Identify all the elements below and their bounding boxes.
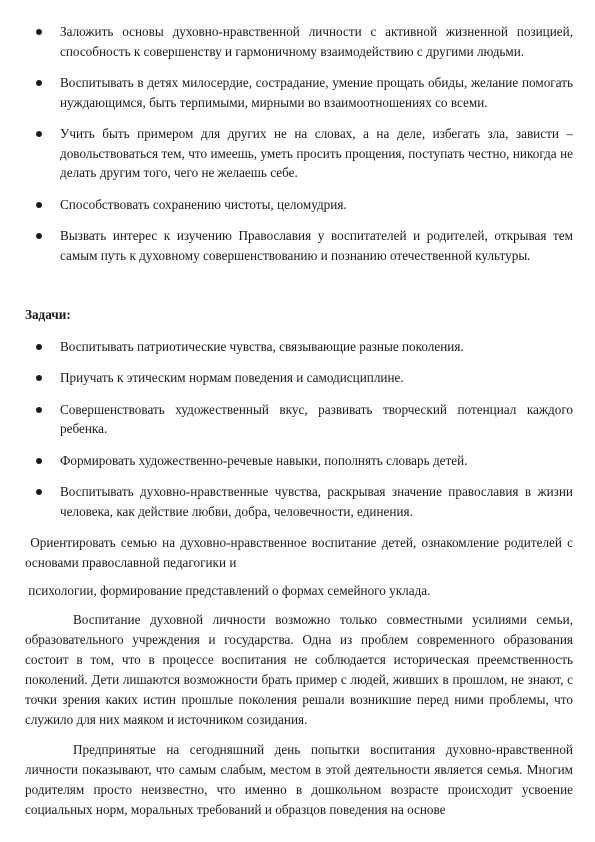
task-item: Совершенствовать художественный вкус, развивать творческий потенциал каждого ребенка. xyxy=(25,400,573,439)
goal-item: Способствовать сохранению чистоты, целомудрия. xyxy=(25,195,573,215)
goal-item: Учить быть примером для других не на словах, а на деле, избегать зла, зависти – довольствоваться тем, что имеешь, уметь просить прощения, поступать честно, никогда не делать другим того, чего не желаешь себе. xyxy=(25,124,573,183)
goal-item: Воспитывать в детях милосердие, сострадание, умение прощать обиды, желание помогать нуждающимся, быть терпимыми, мирными во взаимоотношениях со всеми. xyxy=(25,73,573,112)
task-item: Формировать художественно-речевые навыки, пополнять словарь детей. xyxy=(25,451,573,471)
goals-list xyxy=(25,22,573,265)
goal-item: Вызвать интерес к изучению Православия у воспитателей и родителей, открывая тем самым путь к духовному совершенствованию и познанию отечественной культуры. xyxy=(25,226,573,265)
attempts-paragraph: Предпринятые на сегодняшний день попытки воспитания духовно-нравственной личности показывают, что самым слабым, местом в этой деятельности является семья. Многим родителям просто неизвестно, что именно в дошкольном возрасте происходит усвоение социальных норм, моральных требований и образцов поведения на основе xyxy=(25,741,573,817)
upbringing-paragraph: Воспитание духовной личности возможно только совместными усилиями семьи, образовательного учреждения и государства. Одна из проблем современного образования состоит в том, что в процессе воспитания не соблюдается историческая преемственность поколений. Дети лишаются возможности брать пример с людей, живших в прошлом, не знают, с точки зрения каких истин прошлые поколения решали возникшие перед ними проблемы, что служило для них маяком и источником созидания. xyxy=(25,611,573,727)
task-item: Приучать к этическим нормам поведения и самодисциплине. xyxy=(25,368,573,388)
goal-item: Заложить основы духовно-нравственной личности с активной жизненной позицией, способность к совершенству и гармоничному взаимодействию с другими людьми. xyxy=(25,22,573,61)
task-item: Воспитывать патриотические чувства, связывающие разные поколения. xyxy=(25,337,573,357)
family-orientation-paragraph: Ориентировать семью на духовно-нравственное воспитание детей, ознакомление родителей с основами православной педагогики и xyxy=(25,535,577,570)
task-item: Воспитывать духовно-нравственные чувства, раскрывая значение православия в жизни человека, как действие любви, добра, человечности, единения. xyxy=(25,482,573,521)
psychology-paragraph: психологии, формирование представлений о формах семейного уклада. xyxy=(25,583,431,598)
tasks-list xyxy=(25,337,573,522)
tasks-heading: Задачи: xyxy=(25,307,71,322)
